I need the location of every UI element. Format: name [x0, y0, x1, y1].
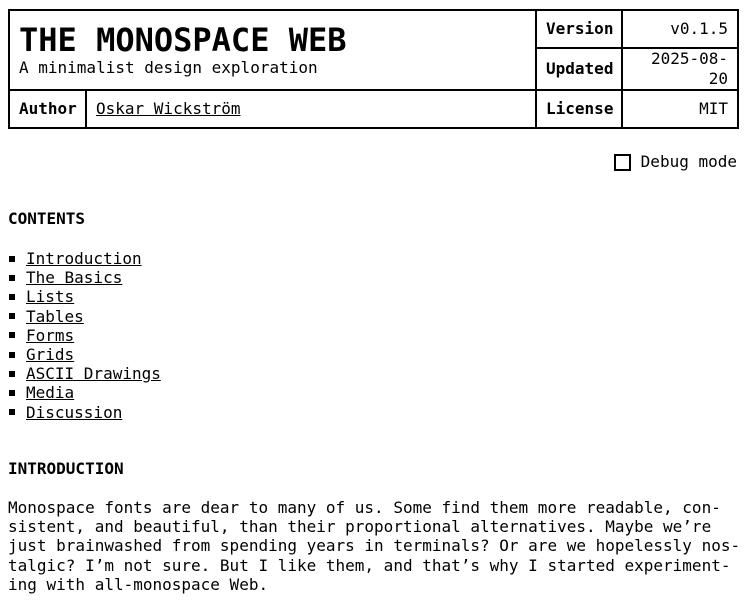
- bullet-icon: [9, 371, 15, 377]
- intro-line: just brainwashed from spending years in terminals? Or are we hopelessly nos-: [8, 536, 741, 556]
- table-of-contents: [8, 249, 161, 422]
- bullet-icon: [9, 352, 15, 358]
- toc-item: [8, 403, 161, 422]
- toc-item: [8, 249, 161, 268]
- intro-line: Monospace fonts are dear to many of us. Some find them more readable, con-: [8, 498, 721, 517]
- page-subtitle: A minimalist design exploration: [19, 58, 318, 77]
- toc-item: [8, 345, 161, 364]
- toc-link[interactable]: Forms: [26, 325, 75, 345]
- page: [8, 9, 741, 594]
- bullet-icon: [9, 390, 15, 396]
- debug-mode-checkbox[interactable]: [614, 154, 631, 171]
- page-title: THE MONOSPACE WEB: [19, 21, 347, 59]
- intro-line: ing with all-monospace Web.: [8, 574, 269, 594]
- bullet-icon: [9, 409, 15, 415]
- toc-link[interactable]: Grids: [26, 344, 75, 364]
- toc-link[interactable]: Media: [26, 383, 75, 403]
- bullet-icon: [9, 294, 15, 300]
- updated-value: 2025-08-20: [622, 48, 738, 90]
- bullet-icon: [9, 275, 15, 281]
- author-link[interactable]: Oskar Wickström: [96, 99, 241, 118]
- bullet-icon: [9, 256, 15, 262]
- header-table: [8, 9, 739, 129]
- author-cell: [86, 90, 536, 128]
- toc-item: [8, 307, 161, 326]
- introduction-heading: INTRODUCTION: [8, 459, 124, 478]
- license-value: MIT: [622, 90, 738, 128]
- toc-link[interactable]: Introduction: [26, 249, 142, 268]
- bullet-icon: [9, 313, 15, 319]
- toc-link[interactable]: Discussion: [26, 402, 123, 422]
- contents-heading: CONTENTS: [8, 209, 86, 228]
- toc-link[interactable]: The Basics: [26, 268, 123, 288]
- license-label: License: [536, 90, 622, 128]
- version-label: Version: [536, 10, 622, 48]
- toc-item: [8, 326, 161, 345]
- intro-line: sistent, and beautiful, than their proportional alternatives. Maybe we’re: [8, 517, 712, 537]
- updated-label: Updated: [536, 48, 622, 90]
- toc-link[interactable]: ASCII Drawings: [26, 364, 161, 384]
- toc-link[interactable]: Tables: [26, 306, 84, 326]
- debug-mode-label[interactable]: Debug mode: [640, 152, 737, 171]
- toc-item: [8, 364, 161, 383]
- bullet-icon: [9, 332, 15, 338]
- toc-item: [8, 383, 161, 402]
- version-value: v0.1.5: [622, 10, 738, 48]
- toc-link[interactable]: Lists: [26, 287, 75, 307]
- title-cell: [9, 10, 536, 90]
- author-label: Author: [9, 90, 86, 128]
- debug-toggle[interactable]: [614, 152, 737, 172]
- toc-item: [8, 268, 161, 287]
- introduction-paragraph: [8, 498, 741, 594]
- toc-item: [8, 287, 161, 306]
- intro-line: talgic? I’m not sure. But I like them, and that’s why I started experiment-: [8, 555, 731, 575]
